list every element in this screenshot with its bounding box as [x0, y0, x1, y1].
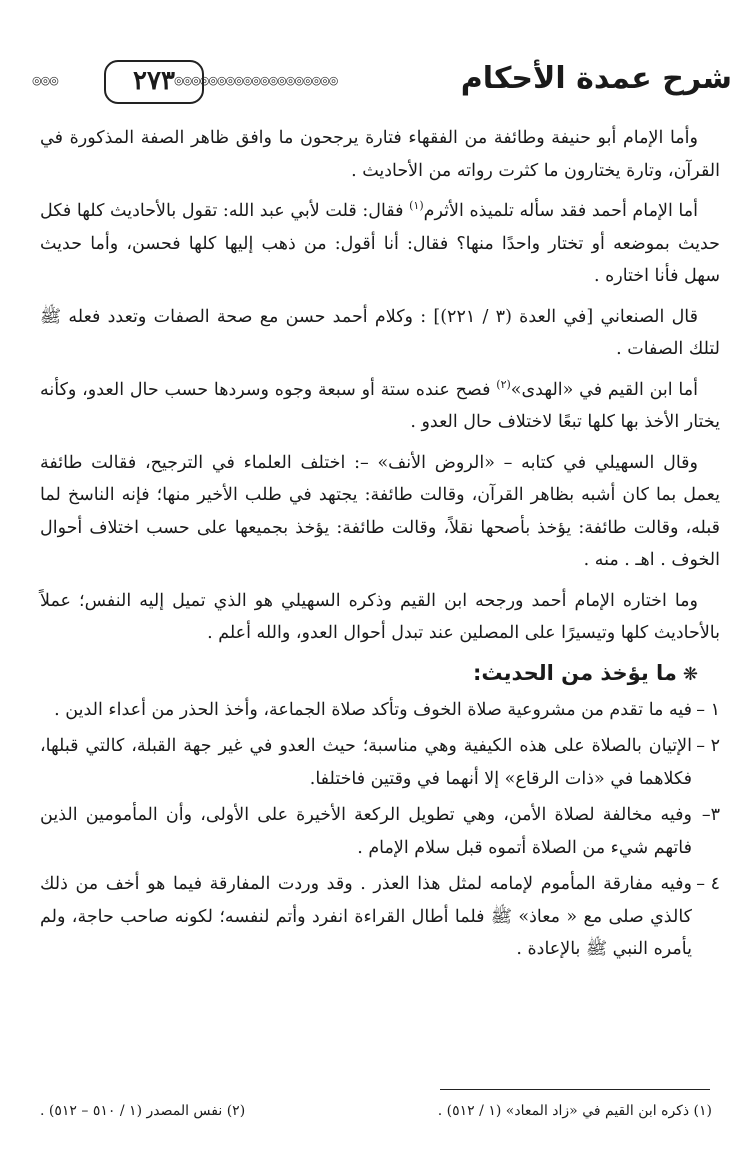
page-number: ٢٧٣	[133, 66, 175, 96]
book-title: شرح عمدة الأحكام	[460, 61, 732, 96]
paragraph-text: فقال: قلت لأبي عبد الله: تقول بالأحاديث كلها فكل حديث بموضعه أو تختار واحدًا منها؟ فقال: أنا أقول: من ذهب إليها كلها فحسن، وأما حديث سهل فأنا اختاره .	[40, 201, 720, 286]
paragraph	[40, 195, 720, 293]
section-heading-text: ما يؤخذ من الحديث:	[473, 660, 677, 685]
paragraph: وأما الإمام أبو حنيفة وطائفة من الفقهاء فتارة يرجحون ما وافق ظاهر الصفة المذكورة في القرآن، وتارة يختارون ما كثرت رواته من الأحاديث .	[40, 128, 720, 181]
page-header	[32, 54, 732, 110]
star-icon: ❋	[682, 663, 698, 685]
header-ornament: ◎◎◎◎◎◎◎◎◎◎◎◎◎◎◎◎◎◎◎	[174, 76, 338, 86]
footnote-ref: (٢)	[496, 377, 511, 391]
item-number: ٤ –	[696, 874, 720, 894]
list-item	[40, 799, 720, 864]
list-item	[40, 868, 720, 966]
list-item	[40, 730, 720, 795]
item-number: ٢ –	[696, 736, 720, 756]
paragraph	[40, 374, 720, 439]
paragraph-text: أما الإمام أحمد فقد سأله تلميذه الأثرم	[423, 201, 698, 221]
item-text: فيه ما تقدم من مشروعية صلاة الخوف وتأكد صلاة الجماعة، وأخذ الحذر من أعداء الدين .	[54, 699, 692, 720]
item-text: الإتيان بالصلاة على هذه الكيفية وهي مناسبة؛ حيث العدو في غير جهة القبلة، كالتي قبلها، فكلاهما في «ذات الرقاع» إلا أنهما في وقتين فاختلفا.	[40, 736, 692, 789]
page-body	[40, 122, 720, 970]
paragraph-text: فصح عنده ستة أو سبعة وجوه وسردها حسب حال العدو، وكأنه يختار الأخذ بها كلها تبعًا لاختلاف حال العدو .	[40, 379, 720, 432]
item-text: وفيه مخالفة لصلاة الأمن، وهي تطويل الركعة الأخيرة على الأولى، وأن المأمومين الذين فاتهم شيء من الصلاة أتموه قبل سلام الإمام .	[40, 805, 692, 858]
paragraph: وقال السهيلي في كتابه – «الروض الأنف» –: اختلف العلماء في الترجيح، فقالت طائفة يعمل بما كان أشبه بظاهر القرآن، وقالت طائفة: يجتهد في طلب الأخير منها؛ فإنه الناسخ لما قبله، وقالت طائفة: يؤخذ بأصحها نقلاً، وقالت طائفة: يؤخذ بجميعها على حسب اختلاف أحوال الخوف . اهـ . منه .	[40, 452, 720, 570]
footnote-divider	[440, 1089, 710, 1090]
footnotes	[40, 1098, 712, 1126]
page-number-frame	[104, 60, 204, 104]
paragraph-text: أما ابن القيم في «الهدى»	[510, 379, 698, 400]
item-number: ٣–	[701, 805, 720, 825]
section-heading	[40, 658, 720, 690]
footnote-ref: (١)	[409, 199, 424, 213]
paragraph: قال الصنعاني [في العدة (٣ / ٢٢١)] : وكلام أحمد حسن مع صحة الصفات وتعدد فعله ﷺ لتلك الصفات .	[40, 306, 720, 359]
points-list	[40, 694, 720, 966]
header-ornament-end: ◎◎◎	[32, 76, 58, 86]
list-item	[40, 694, 720, 727]
item-text: وفيه مفارقة المأموم لإمامه لمثل هذا العذر . وقد وردت المفارقة فيما هو أخف من ذلك كالذي صلى مع « معاذ» ﷺ فلما أطال القراءة انفرد وأتم لنفسه؛ لكونه صاحب حاجة، ولم يأمره النبي ﷺ بالإعادة .	[40, 874, 692, 959]
item-number: ١ –	[696, 699, 720, 720]
paragraph: وما اختاره الإمام أحمد ورجحه ابن القيم وذكره السهيلي هو الذي تميل إليه النفس؛ عملاً بالأحاديث كلها وتيسيرًا على المصلين عند تبدل أحوال العدو، والله أعلم .	[40, 590, 720, 643]
footnote-1: (١) ذكره ابن القيم في «زاد المعاد» (١ / ٥١٢) .	[437, 1103, 712, 1119]
footnote-2: (٢) نفس المصدر (١ / ٥١٠ – ٥١٢) .	[40, 1103, 246, 1119]
